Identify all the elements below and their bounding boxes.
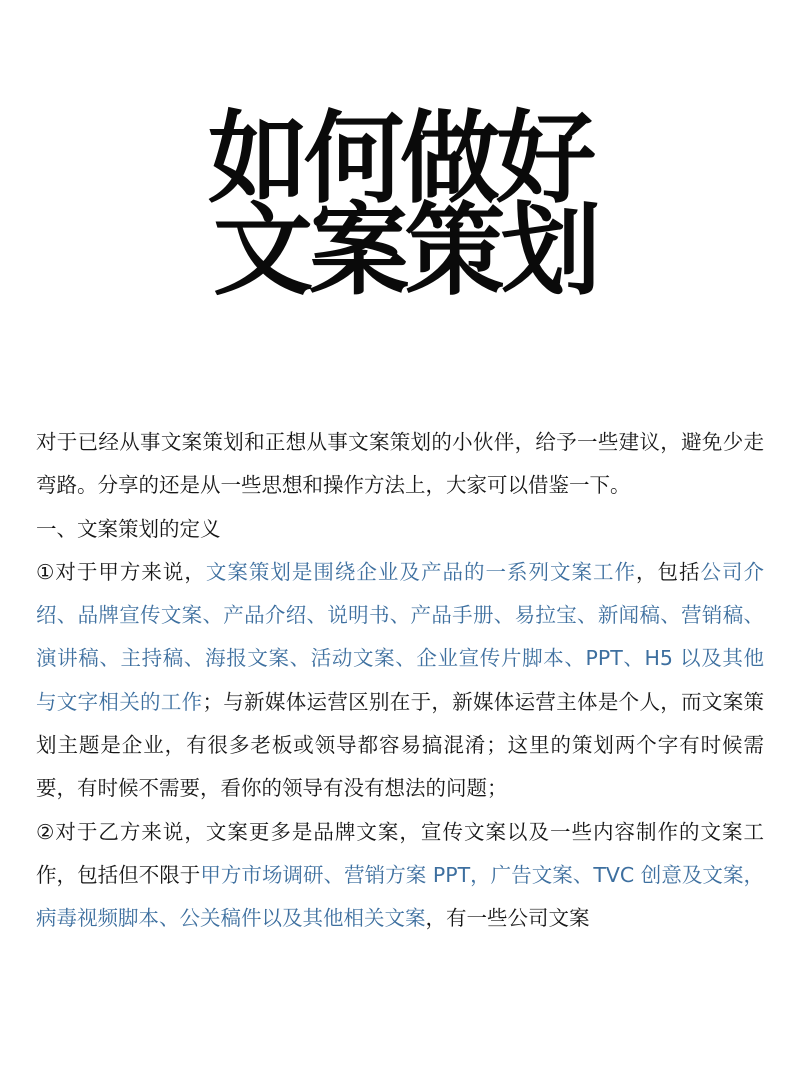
item-2-prefix: ②对于乙方来说，文案更多是品牌文案，宣传文案以及一些内容制作的文案工作，包括但不限于 [36,819,764,887]
item-1-suffix: ；与新媒体运营区别在于，新媒体运营主体是个人，而文案策划主题是企业，有很多老板或领导都容易搞混淆；这里的策划两个字有时候需要，有时候不需要，看你的领导有没有想法的问题； [36,689,765,801]
item-1-paragraph [36,551,764,811]
item-1-highlight-scope: 公司介绍、品牌宣传文案、产品介绍、说明书、产品手册、易拉宝、新闻稿、营销稿、演讲稿、主持稿、海报文案、活动文案、企业宣传片脚本、PPT、H5 以及其他与文字相关的工作 [36,559,765,714]
title-line-1: 如何做好 [208,99,592,217]
title-block [0,99,800,309]
section-heading: 一、文案策划的定义 [36,516,221,541]
item-1-mid: ，包括 [635,559,701,584]
item-2-suffix: ，有一些公司文案 [425,906,590,931]
title-line-2: 文案策划 [213,191,597,309]
item-2-highlight-scope: 甲方市场调研、营销方案 PPT，广告文案、TVC 创意及文案，病毒视频脚本、公关稿件以及其他相关文案 [36,862,765,931]
item-1-prefix: ①对于甲方来说， [36,559,206,584]
article-body [36,421,764,941]
item-1-highlight-definition: 文案策划是围绕企业及产品的一系列文案工作 [205,559,636,584]
item-2-paragraph [36,811,764,941]
intro-paragraph: 对于已经从事文案策划和正想从事文案策划的小伙伴，给予一些建议，避免少走弯路。分享的还是从一些思想和操作方法上，大家可以借鉴一下。 [36,430,764,498]
